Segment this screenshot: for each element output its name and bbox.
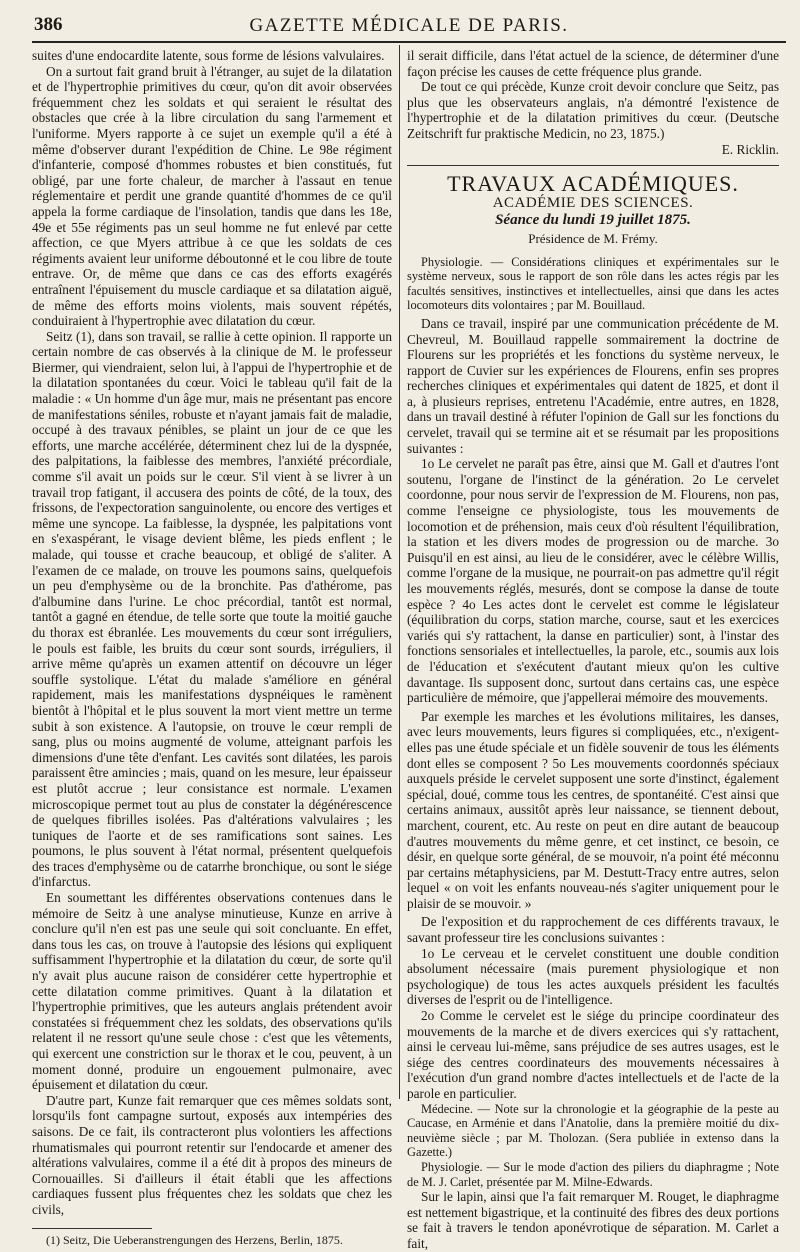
author-signature: E. Ricklin.	[721, 141, 779, 157]
paragraph: Par exemple les marches et les évolutions militaires, les danses, avec leurs mouvements, leurs figures si compliquées, etc., n'exigent-elles pas une étude spéciale et un fidèle souvenir de tous les éléments dont elles se composent ? 5o Les mouvements coordonnés spéciaux auxquels préside le cervelet supposent une sorte d'instinct, également spécial, doué, comme tous les centres, de spontanéité. C'est ainsi que certains animaux, aussitôt après leur naissance, se tiennent debout, marchent, courent, etc. Au reste on peut en dire autant de beaucoup d'autres mouvements du même genre, et cet instinct, ce besoin, ce désir, en quelque sorte général, de se mouvoir, n'a point été méconnu par certains métaphysiciens, par M. Destutt-Tracy entre autres, selon lequel « on voit les enfants nouveau-nés s'agiter uniquement pour le plaisir de se mouvoir. »	[407, 708, 779, 911]
paragraph: De l'exposition et du rapprochement de ces différents travaux, le savant professeur tire les conclusions suivantes :	[407, 914, 779, 946]
right-column	[407, 48, 779, 1251]
page-header	[34, 10, 784, 38]
paragraph: En soumettant les différentes observations contenues dans le mémoire de Seitz à une analyse minutieuse, Kunze en arrive à conclure qu'il n'en est pas une seule qui soit concluante. En effet, dans tous les cas, on trouve à l'autopsie des lésions qui expliquent suffisamment l'hypertrophie et la dilatation du cœur, de sorte qu'il n'y avait plus aucune raison de considérer cette hypertrophie et cette dilatation comme primitives. Quant à la dilatation et l'hypertrophie primitives, que les auteurs anglais prétendent avoir constatées si fréquemment chez les soldats, des observations qu'ils relatent il ne ressort qu'une seule chose : c'est que les vêtements, qui exercent une constriction sur le thorax et le cou, peuvent, à un moment donné, produire un engouement pulmonaire, avec épuisement et dilatation du cœur.	[32, 890, 392, 1093]
paragraph: 1o Le cerveau et le cervelet constituent une double condition absolument nécessaire (mais purement physiologique et non psychologique) de tous les actes auxquels président les facultés diverses de l'esprit ou de l'intelligence.	[407, 945, 779, 1008]
paragraph: Dans ce travail, inspiré par une communication précédente de M. Chevreul, M. Bouillaud rappelle sommairement la doctrine de Flourens sur les propriétés et les fonctions du système nerveux, le rapport de Cuvier sur les expériences de Flourens, enfin ses propres recherches cliniques et expérimentales qui datent de 1825, et dont il a, à plusieurs reprises, entretenu l'Académie, entre autres, en 1828, dans un travail destiné à réfuter l'opinion de Gall sur les fonctions du cervelet, travail qui se termine ait et se résumait par les propositions suivantes :	[407, 315, 779, 456]
section-title: TRAVAUX ACADÉMIQUES.	[447, 171, 739, 197]
paragraph: De tout ce qui précède, Kunze croit devoir conclure que Seitz, pas plus que les observateurs anglais, n'a démontré l'existence de l'hypertrophie et de la dilatation primitives du cœur. (Deutsche Zeitschrift fur praktische Medicin, no 23, 1875.)	[407, 79, 779, 141]
header-rule	[32, 41, 786, 43]
communication-title: Physiologie. — Considérations cliniques et expérimentales sur le système nerveux, sous le rapport de son rôle dans les actes régis par les facultés sensitives, instinctives et intellectuelles, ainsi que dans les actes locomoteurs dits volontaires ; par M. Bouillaud.	[407, 254, 779, 313]
communication-title: Physiologie. — Sur le mode d'action des piliers du diaphragme ; Note de M. J. Carlet, présentée par M. Milne-Edwards.	[407, 1159, 779, 1189]
running-title: GAZETTE MÉDICALE DE PARIS.	[249, 15, 569, 36]
paragraph: 2o Comme le cervelet est le siége du principe coordinateur des mouvements de la marche et de divers exercices qui s'y rattachent, ainsi le cerveau lui-même, sans préjudice de ses autres usages, est le siége des centres coordinateurs des mouvements nécessaires à l'exécution d'un grand nombre d'actes intellectuels et de l'acte de la parole en particulier.	[407, 1008, 779, 1101]
paragraph: suites d'une endocardite latente, sous forme de lésions valvulaires.	[32, 48, 385, 63]
section-separator	[407, 165, 779, 166]
paragraph: D'autre part, Kunze fait remarquer que ces mêmes soldats sont, lorsqu'ils font campagne surtout, exposés aux intempéries des saisons. De ce fait, ils contracteront plus volontiers les affections rhumatismales qui pourront retentir sur l'endocarde et amener des altérations valvulaires, comme il a été dit à propos des mineurs de Cornouailles. Si d'ailleurs il était établi que les affections cardiaques fussent plus fréquentes chez les soldats que chez les civils,	[32, 1092, 392, 1217]
presidency-line: Présidence de M. Frémy.	[528, 230, 658, 246]
academy-heading: ACADÉMIE DES SCIENCES.	[492, 194, 694, 211]
left-column	[32, 48, 392, 1247]
page-number: 386	[34, 14, 63, 35]
session-heading: Séance du lundi 19 juillet 1875.	[495, 212, 691, 229]
paragraph: Sur le lapin, ainsi que l'a fait remarquer M. Rouget, le diaphragme est nettement bigastrique, et la continuité des fibres des deux portions se fait à travers le tendon aponévrotique de séparation. M. Carlet a fait,	[407, 1189, 779, 1251]
paragraph: il serait difficile, dans l'état actuel de la science, de déterminer d'une façon précise les causes de cette fréquence plus grande.	[407, 48, 779, 79]
paragraph: 1o Le cervelet ne paraît pas être, ainsi que M. Gall et d'autres l'ont soutenu, l'organe de l'instinct de la génération. 2o Le cervelet coordonne, pour nous servir de l'expression de M. Flourens, non pas, comme l'enseigne ce physiologiste, tous les mouvements de locomotion et de préhension, mais ceux d'où résultent l'équilibration, la station et les divers modes de progression ou de marche. 3o Puisqu'il en est ainsi, au lieu de le considérer, avec le célèbre Willis, comme l'organe de la musique, ne pourrait-on pas admettre qu'il régit les mouvements réglés, mesurés, dont se compose la danse de toute espèce ? 4o Les actes dont le cervelet est comme le législateur (équilibration du corps, station marche, course, saut et les exercices variés qui s'y rattachent, la danse en particulier) sont, à l'instar des fonctions sensoriales et intellectuelles, la parole, etc., soumis aux lois de l'éducation et s'exécutent d'autant mieux qu'on les cultive davantage. Ils supposent donc, surtout dans certains cas, une espèce particulière de mémoire, que j'appellerai mémoire des mouvements.	[407, 456, 779, 706]
column-divider	[399, 45, 400, 1099]
paragraph: On a surtout fait grand bruit à l'étranger, au sujet de la dilatation et de l'hypertrophie primitives du cœur, qu'on dit avoir observées fréquemment chez les soldats et qui seraient le résultat des obstacles que crée à la libre circulation du sang l'armement et l'uniforme. Myers rapporte à ce sujet un exemple qu'il a été à même d'observer durant l'expédition de Chine. Le 98e régiment d'infanterie, composé d'hommes robustes et bien constitués, fut obligé, par une forte chaleur, de marcher à l'assaut en tenue réglementaire et perdit une grande quantité d'hommes de ce qu'il appela la forme cardiaque de l'insolation, tandis que dans les 18e, 49e et 55e régiments pas un seul homme ne fut enlevé par cette affection, ce que Myers attribue à ce que les soldats de ces régiments avaient leur uniforme déboutonné et le cou libre de toute entrave. Or, de même que dans ce cas des efforts exagérés entraînent l'épuisement du muscle cardiaque et sa dilatation aiguë, de même des efforts moins violents, mais souvent répétés, conduiraient à l'hypertrophie avec dilatation du cœur.	[32, 63, 392, 329]
footnote: (1) Seitz, Die Ueberanstrengungen des Herzens, Berlin, 1875.	[46, 1232, 343, 1247]
paragraph: Seitz (1), dans son travail, se rallie à cette opinion. Il rapporte un certain nombre de cas observés à la clinique de M. le professeur Biermer, qui viendraient, selon lui, à l'appui de l'hypertrophie et de la dilatation spontanées du cœur. Voici le tableau qu'il fait de la maladie : « Un homme d'un âge mur, mais ne présentant pas encore de manifestations séniles, robuste et n'ayant jamais fait de maladie, occupé à des travaux pénibles, se plaint un jour de ce que les efforts, une marche accélérée, déterminent chez lui de la dyspnée, des palpitations, la faiblesse des membres, l'anxiété précordiale, comme s'il avait un poids sur le cœur. S'il vient à se livrer à un travail trop fatigant, il accusera des points de côté, de la toux, des frissons, de l'expectoration sanguinolente, ou encore des vertiges et même une syncope. La faiblesse, la dyspnée, les palpitations vont en s'exaspérant, le visage devient blême, les pieds enflent ; le malade, qui tousse et crache beaucoup, et obligé de s'aliter. A l'examen de ce malade, on trouve les poumons sains, quelquefois un peu d'emphysème ou de la bronchite. Pas d'athérome, pas d'albumine dans l'urine. Le choc précordial, tantôt est normal, tantôt a gagné en étendue, de telle sorte que toute la moitié gauche du thorax est ébranlée. Les mouvements du cœur sont irréguliers, le pouls est faible, les bruits du cœur sont sourds, irréguliers, il arrive même qu'après un examen attentif on découvre un léger souffle systolique. L'état du malade s'améliore en général rapidement, mais les manifestations dyspnéiques le ramènent bientôt à l'hôpital et le plus souvent la mort vient mettre un terme subit à son existence. A l'autopsie, on trouve le cœur rempli de sang, plus ou moins augmenté de volume, atteignant parfois les dimensions d'une tête d'enfant. Les cavités sont dilatées, les parois paraissent être amincies ; mais, quand on les mesure, leur épaisseur est plutôt accrue ; leur consistance est normale. L'examen microscopique permet tout au plus de constater la dégénérescence de quelques fibrilles isolées. Pas d'altérations valvulaires ; les tuniques de l'aorte et de ses ramifications sont saines. Les poumons, le plus souvent à l'état normal, présentent quelquefois des traces d'emphysème ou de catarrhe bronchique, ou sont le siége d'infarctus.	[32, 328, 392, 890]
footnote-rule	[32, 1228, 152, 1229]
communication-title: Médecine. — Note sur la chronologie et la géographie de la peste au Caucase, en Arménie et dans l'Anatolie, dans la première moitié du dix-neuvième siècle ; par M. Tholozan. (Sera publiée in extenso dans la Gazette.)	[407, 1101, 779, 1160]
